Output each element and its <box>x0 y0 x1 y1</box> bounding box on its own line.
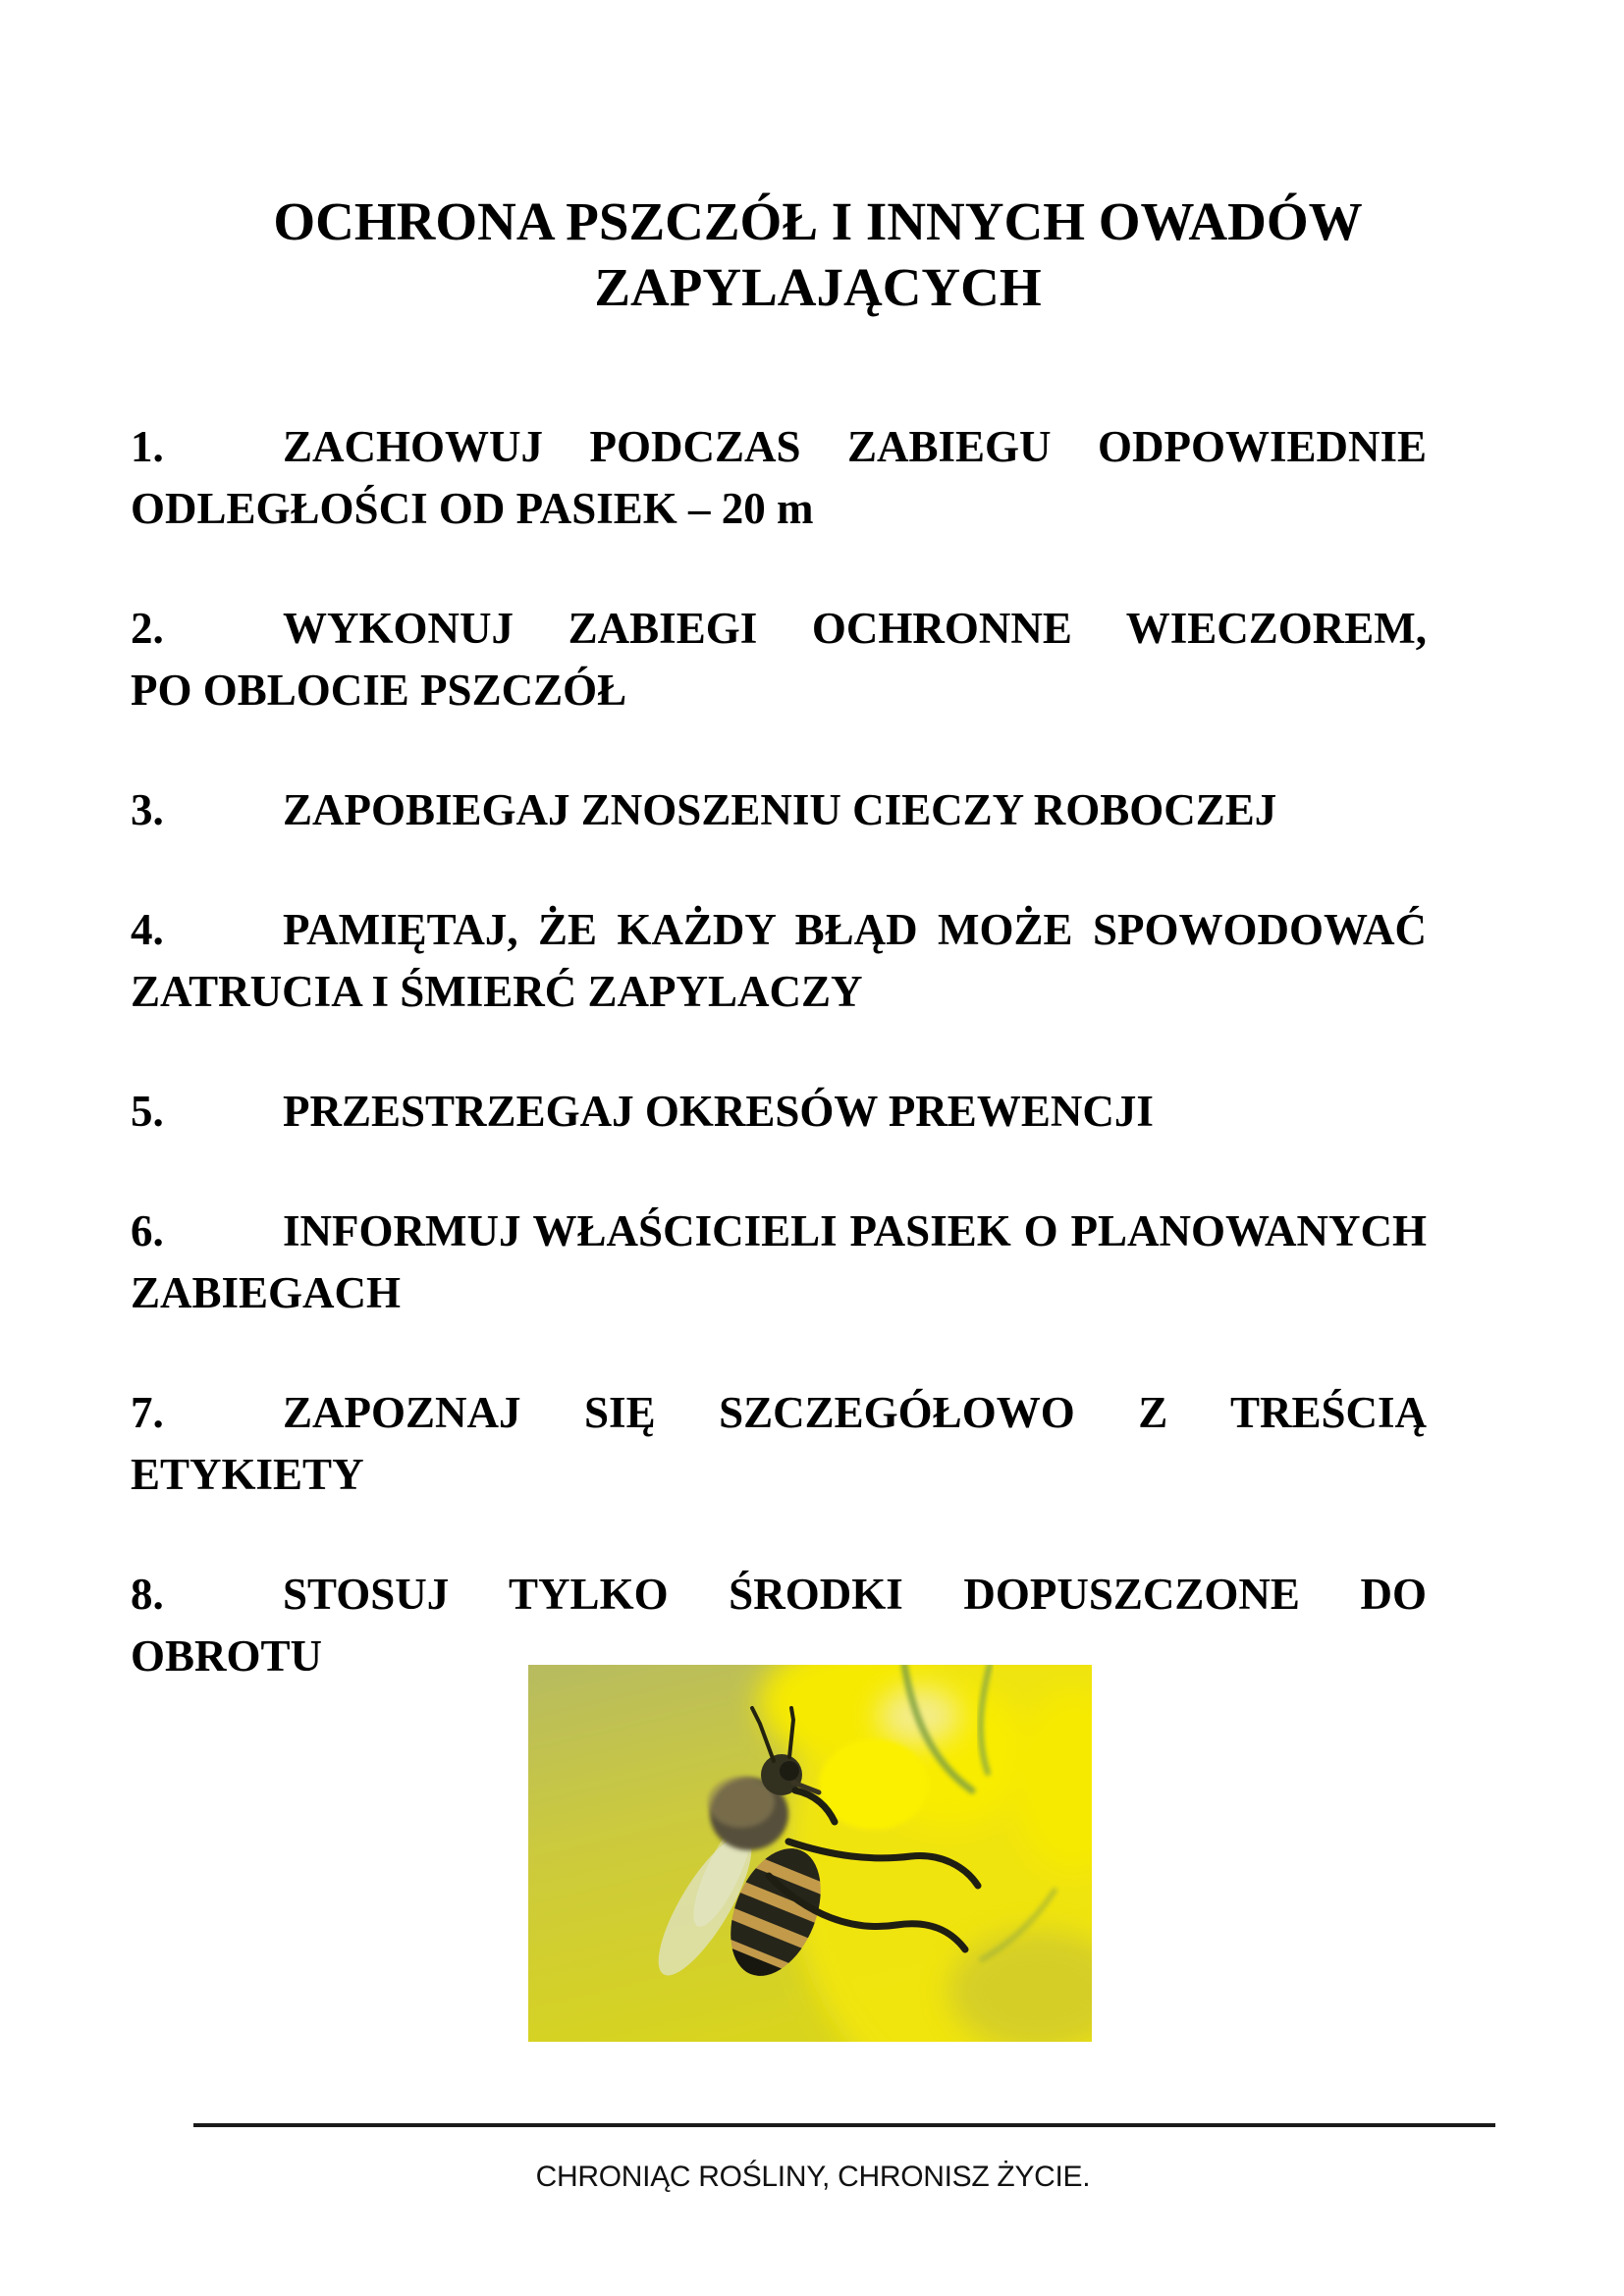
list-item-line: ODLEGŁOŚCI OD PASIEK – 20 m <box>131 484 814 533</box>
bee-eye <box>780 1761 799 1781</box>
list-item-2 <box>131 598 1427 721</box>
list-item-line <box>131 779 1427 841</box>
list-item-line: ZATRUCIA I ŚMIERĆ ZAPYLACZY <box>131 967 863 1016</box>
list-item-line: PO OBLOCIE PSZCZÓŁ <box>131 666 627 715</box>
list-item-line <box>131 1201 1427 1262</box>
page-title <box>131 188 1427 320</box>
list-item-number: 2. <box>131 604 164 653</box>
bee-flower-illustration <box>528 1665 1092 2042</box>
list-item-line: ETYKIETY <box>131 1450 364 1499</box>
list-item-number: 4. <box>131 905 164 954</box>
list-item-number: 6. <box>131 1206 164 1255</box>
list-item-number: 1. <box>131 422 164 471</box>
list-item-text: ZAPOBIEGAJ ZNOSZENIU CIECZY ROBOCZEJ <box>283 785 1277 834</box>
list-item-5 <box>131 1081 1427 1143</box>
list-item-text: STOSUJ TYLKO ŚRODKI DOPUSZCZONE DO OBROTU <box>131 1570 1427 1681</box>
list-item-number: 8. <box>131 1570 164 1619</box>
list-item-number: 5. <box>131 1087 164 1136</box>
list-item-line <box>131 598 1427 660</box>
list-item-1 <box>131 416 1427 540</box>
list-item-number: 3. <box>131 785 164 834</box>
list-item-text: INFORMUJ WŁAŚCICIELI PASIEK O PLANOWANYCH <box>283 1206 1427 1255</box>
list-item-text: PAMIĘTAJ, ŻE KAŻDY BŁĄD MOŻE SPOWODOWAĆ <box>283 905 1427 954</box>
list-item-text: WYKONUJ ZABIEGI OCHRONNE WIECZOREM, <box>283 604 1427 653</box>
list-item-line <box>131 899 1427 961</box>
list-item-line <box>131 416 1427 478</box>
list-item-line: ZABIEGACH <box>131 1268 402 1317</box>
list-item-line <box>131 1382 1427 1444</box>
list-item-text: ZACHOWUJ PODCZAS ZABIEGU ODPOWIEDNIE <box>283 422 1427 471</box>
list-item-text: ZAPOZNAJ SIĘ SZCZEGÓŁOWO Z TREŚCIĄ <box>283 1388 1427 1437</box>
list-item-3 <box>131 779 1427 841</box>
list-item-line <box>131 1081 1427 1143</box>
list-item-6 <box>131 1201 1427 1324</box>
footer-text: CHRONIĄC ROŚLINY, CHRONISZ ŻYCIE. <box>535 2161 1091 2193</box>
page-title-line-1: OCHRONA PSZCZÓŁ I INNYCH OWADÓW <box>273 191 1363 251</box>
list-item-7 <box>131 1382 1427 1506</box>
footer-divider <box>193 2123 1495 2127</box>
list-item-number: 7. <box>131 1388 164 1437</box>
list-item-text: PRZESTRZEGAJ OKRESÓW PREWENCJI <box>283 1087 1154 1136</box>
page-title-line-2: ZAPYLAJĄCYCH <box>594 257 1042 317</box>
list-item-4 <box>131 899 1427 1023</box>
bee-photo <box>528 1665 1092 2042</box>
